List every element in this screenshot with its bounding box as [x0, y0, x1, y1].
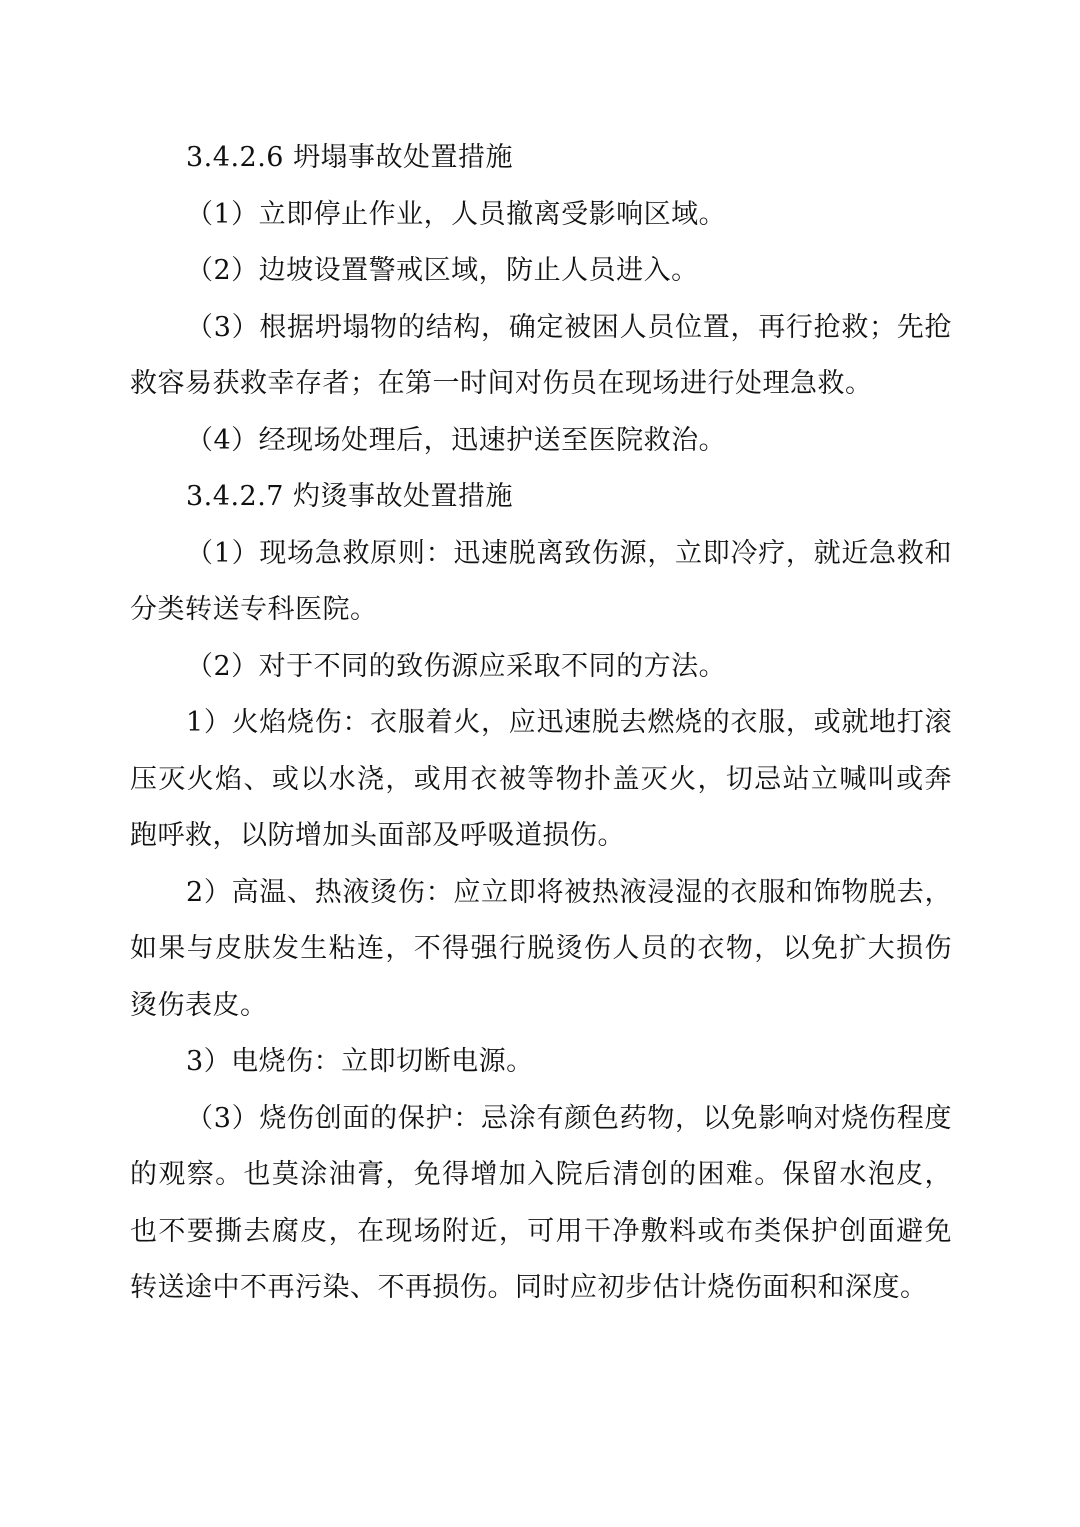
paragraph: （3）烧伤创面的保护：忌涂有颜色药物，以免影响对烧伤程度的观察。也莫涂油膏，免得增加入院后清创的困难。保留水泡皮，也不要撕去腐皮，在现场附近，可用干净敷料或布类保护创面避免转送途中不再污染、不再损伤。同时应初步估计烧伤面积和深度。: [130, 1102, 952, 1303]
section-heading-burn: 3.4.2.7 灼烫事故处置措施: [186, 481, 514, 512]
paragraph: （2）对于不同的致伤源应采取不同的方法。: [186, 650, 727, 682]
paragraph: （1）现场急救原则：迅速脱离致伤源，立即冷疗，就近急救和分类转送专科医院。: [130, 537, 952, 625]
paragraph: 1）火焰烧伤：衣服着火，应迅速脱去燃烧的衣服，或就地打滚压灭火焰、或以水浇，或用衣被等物扑盖灭火，切忌站立喊叫或奔跑呼救，以防增加头面部及呼吸道损伤。: [130, 707, 952, 851]
paragraph: （4）经现场处理后，迅速护送至医院救治。: [186, 424, 727, 456]
paragraph: （1）立即停止作业，人员撤离受影响区域。: [186, 198, 727, 230]
paragraph: 2）高温、热液烫伤：应立即将被热液浸湿的衣服和饰物脱去，如果与皮肤发生粘连，不得强行脱烫伤人员的衣物，以免扩大损伤烫伤表皮。: [130, 876, 952, 1021]
paragraph: （2）边坡设置警戒区域，防止人员进入。: [186, 255, 699, 286]
paragraph: 3）电烧伤：立即切断电源。: [186, 1046, 534, 1077]
section-heading-collapse: 3.4.2.6 坍塌事故处置措施: [186, 142, 514, 173]
document-page: [130, 130, 952, 1317]
paragraph: （3）根据坍塌物的结构，确定被困人员位置，再行抢救；先抢救容易获救幸存者；在第一时间对伤员在现场进行处理急救。: [130, 311, 952, 399]
